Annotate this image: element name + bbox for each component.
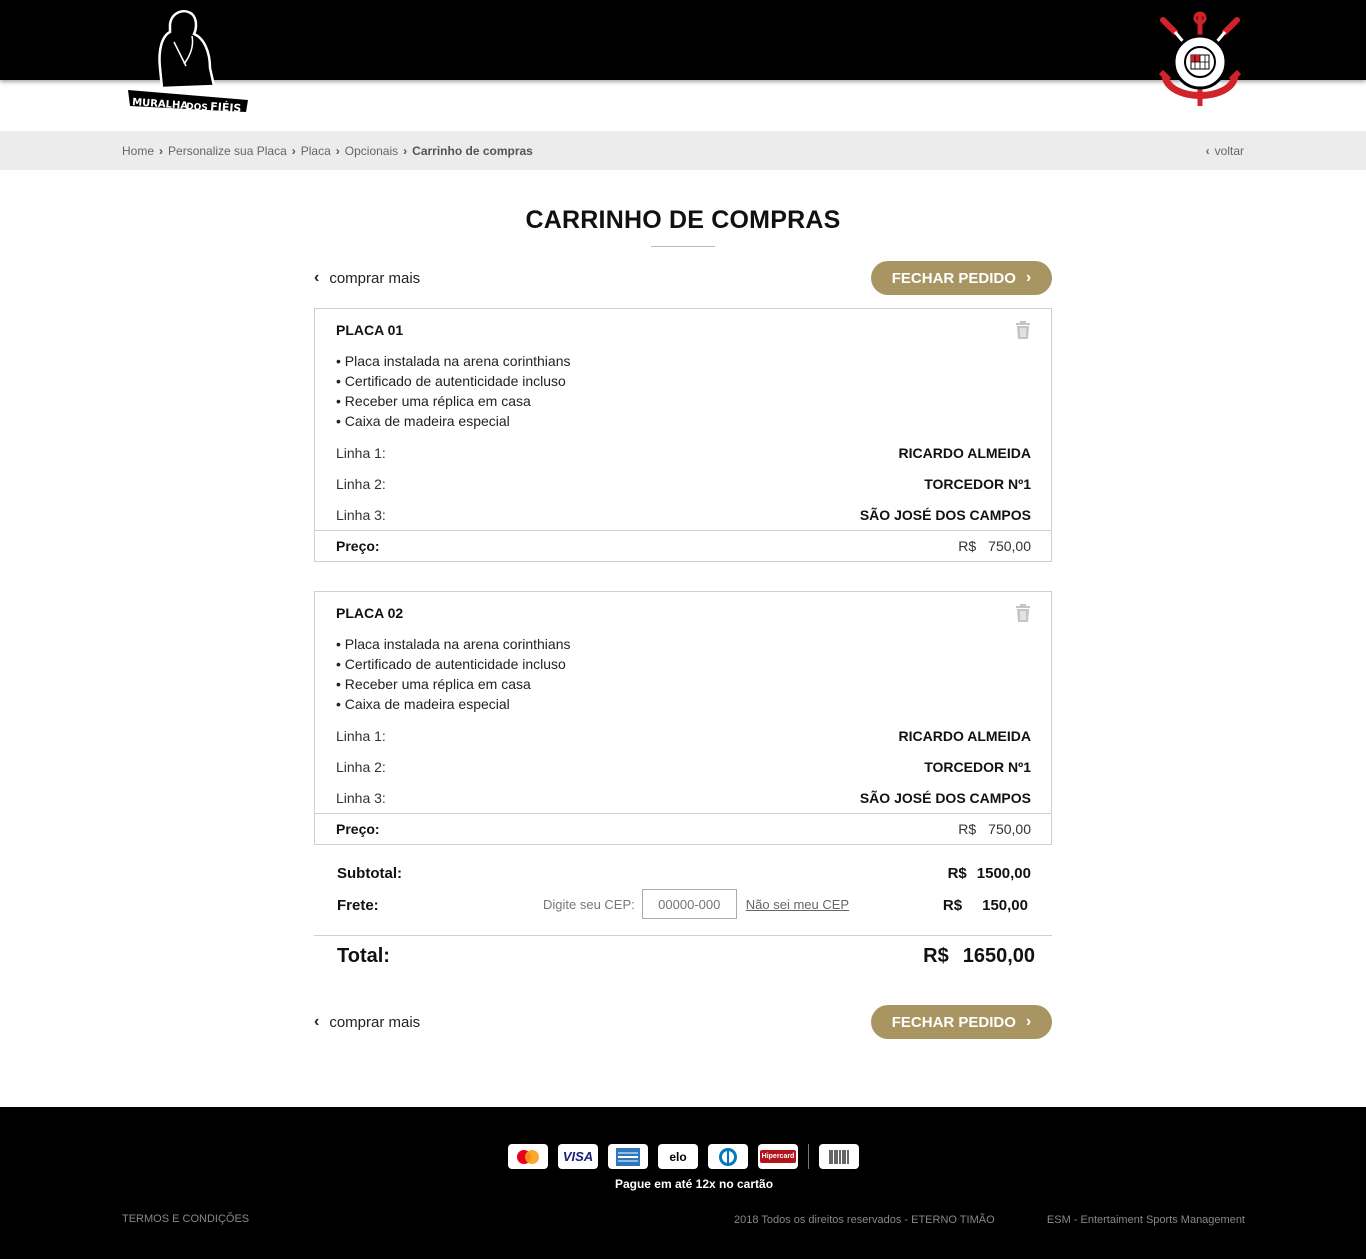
price-label: Preço: (336, 821, 380, 837)
visa-icon: VISA (558, 1144, 598, 1169)
price-amount: 750,00 (988, 538, 1031, 554)
trash-icon[interactable] (1015, 321, 1031, 339)
frete-value (943, 897, 1028, 914)
line-value: RICARDO ALMEIDA (898, 444, 1031, 461)
corinthians-crest-logo[interactable] (1155, 10, 1245, 120)
buy-more-link-top[interactable] (314, 261, 420, 295)
line-label: Linha 2: (336, 758, 386, 775)
subtotal-label: Subtotal: (337, 864, 402, 882)
line-value: SÃO JOSÉ DOS CAMPOS (859, 506, 1031, 523)
breadcrumb-personalize[interactable]: Personalize sua Placa (168, 143, 287, 158)
boleto-icon (819, 1144, 859, 1169)
chevron-right-icon: › (403, 143, 408, 158)
cart-item (314, 591, 1052, 845)
bottom-actions (314, 1005, 1052, 1039)
line-value: TORCEDOR Nº1 (924, 475, 1031, 492)
cart-item (314, 308, 1052, 562)
chevron-left-icon: ‹ (1205, 143, 1210, 158)
total-currency: R$ (923, 944, 949, 967)
subtotal-row (337, 861, 1031, 885)
chevron-left-icon: ‹ (314, 269, 320, 286)
item-features (336, 634, 571, 714)
hipercard-icon (758, 1144, 798, 1169)
diners-icon (708, 1144, 748, 1169)
payment-methods (508, 1144, 869, 1169)
copyright-text: 2018 Todos os direitos reservados - ETERNO TIMÃO (734, 1214, 995, 1226)
feature-item: • Certificado de autenticidade incluso (336, 656, 566, 672)
top-actions (314, 261, 1052, 295)
cep-input[interactable] (642, 889, 737, 919)
checkout-button-bottom[interactable] (871, 1005, 1052, 1039)
feature-item: • Placa instalada na arena corinthians (336, 353, 571, 369)
breadcrumb (122, 131, 533, 170)
frete-row (337, 893, 1031, 917)
breadcrumb-current: Carrinho de compras (412, 143, 533, 158)
feature-item: • Caixa de madeira especial (336, 413, 510, 429)
price-amount: 750,00 (988, 821, 1031, 837)
subtotal-amount: 1500,00 (976, 864, 1031, 882)
item-title: PLACA 02 (336, 605, 404, 621)
line-label: Linha 3: (336, 789, 386, 806)
feature-item: • Caixa de madeira especial (336, 696, 510, 712)
price-currency: R$ (958, 538, 977, 554)
line-label: Linha 1: (336, 444, 386, 461)
feature-item: • Certificado de autenticidade incluso (336, 373, 566, 389)
breadcrumb-bar (0, 131, 1366, 170)
chevron-right-icon: › (335, 143, 340, 158)
line-value: RICARDO ALMEIDA (898, 727, 1031, 744)
chevron-right-icon: › (291, 143, 296, 158)
line-label: Linha 1: (336, 727, 386, 744)
item-price-row (315, 530, 1051, 561)
chevron-left-icon: ‹ (314, 1013, 320, 1030)
buy-more-label: comprar mais (329, 1013, 421, 1031)
frete-label: Frete: (337, 896, 379, 914)
svg-text:DOS: DOS (185, 102, 209, 114)
total-row (337, 943, 1035, 969)
back-link-label: voltar (1214, 143, 1244, 158)
back-link[interactable] (1206, 131, 1244, 170)
company-text: ESM - Entertaiment Sports Management (1046, 1214, 1245, 1226)
total-value (923, 945, 1035, 968)
cep-area (543, 889, 849, 919)
installments-note: Pague em até 12x no cartão (614, 1177, 774, 1191)
price-label: Preço: (336, 538, 380, 554)
line-label: Linha 3: (336, 506, 386, 523)
buy-more-link-bottom[interactable] (314, 1005, 420, 1039)
page-title: CARRINHO DE COMPRAS (525, 206, 841, 234)
checkout-button-top[interactable] (871, 261, 1052, 295)
svg-text:MURALHA: MURALHA (131, 97, 189, 112)
subtotal-currency: R$ (947, 864, 967, 882)
frete-amount: 150,00 (982, 896, 1028, 914)
frete-currency: R$ (942, 896, 963, 914)
price-currency: R$ (958, 821, 977, 837)
payment-separator (808, 1144, 809, 1169)
plate-line-2 (336, 468, 1031, 499)
feature-item: • Receber uma réplica em casa (336, 393, 531, 409)
item-features (336, 351, 571, 431)
elo-icon: elo (658, 1144, 698, 1169)
chevron-right-icon: › (159, 143, 164, 158)
feature-item: • Receber uma réplica em casa (336, 676, 531, 692)
checkout-label: FECHAR PEDIDO (891, 269, 1016, 287)
cep-help-link[interactable]: Não sei meu CEP (745, 896, 850, 912)
plate-line-1 (336, 437, 1031, 468)
total-label: Total: (337, 944, 390, 967)
plate-line-3 (336, 782, 1031, 813)
item-title: PLACA 01 (336, 322, 404, 338)
buy-more-label: comprar mais (329, 269, 421, 287)
plate-line-1 (336, 720, 1031, 751)
breadcrumb-placa[interactable]: Placa (300, 143, 331, 158)
subtotal-value (948, 865, 1031, 882)
line-value: TORCEDOR Nº1 (924, 758, 1031, 775)
cep-prompt: Digite seu CEP: (543, 896, 635, 912)
breadcrumb-opcionais[interactable]: Opcionais (344, 143, 399, 158)
checkout-label: FECHAR PEDIDO (891, 1013, 1016, 1031)
svg-text:FIÉIS: FIÉIS (209, 100, 242, 116)
line-value: SÃO JOSÉ DOS CAMPOS (859, 789, 1031, 806)
plate-line-3 (336, 499, 1031, 530)
crest-icon (1155, 10, 1245, 120)
total-amount: 1650,00 (962, 944, 1035, 967)
plate-line-2 (336, 751, 1031, 782)
line-label: Linha 2: (336, 475, 386, 492)
chevron-right-icon: › (1025, 269, 1032, 286)
fan-silhouette-icon (122, 6, 256, 124)
amex-icon (608, 1144, 648, 1169)
feature-item: • Placa instalada na arena corinthians (336, 636, 571, 652)
total-divider (314, 935, 1052, 936)
price-value (958, 538, 1031, 554)
chevron-right-icon: › (1025, 1013, 1032, 1030)
terms-link[interactable]: TERMOS E CONDIÇÕES (122, 1213, 250, 1225)
trash-icon[interactable] (1015, 604, 1031, 622)
hipercard-label: Hipercard (760, 1150, 797, 1163)
price-value (958, 821, 1031, 837)
mastercard-icon (508, 1144, 548, 1169)
item-price-row (315, 813, 1051, 844)
footer (0, 1107, 1366, 1259)
breadcrumb-home[interactable]: Home (122, 143, 155, 158)
muralha-dos-fieis-logo[interactable] (122, 6, 256, 124)
title-divider (651, 246, 715, 247)
